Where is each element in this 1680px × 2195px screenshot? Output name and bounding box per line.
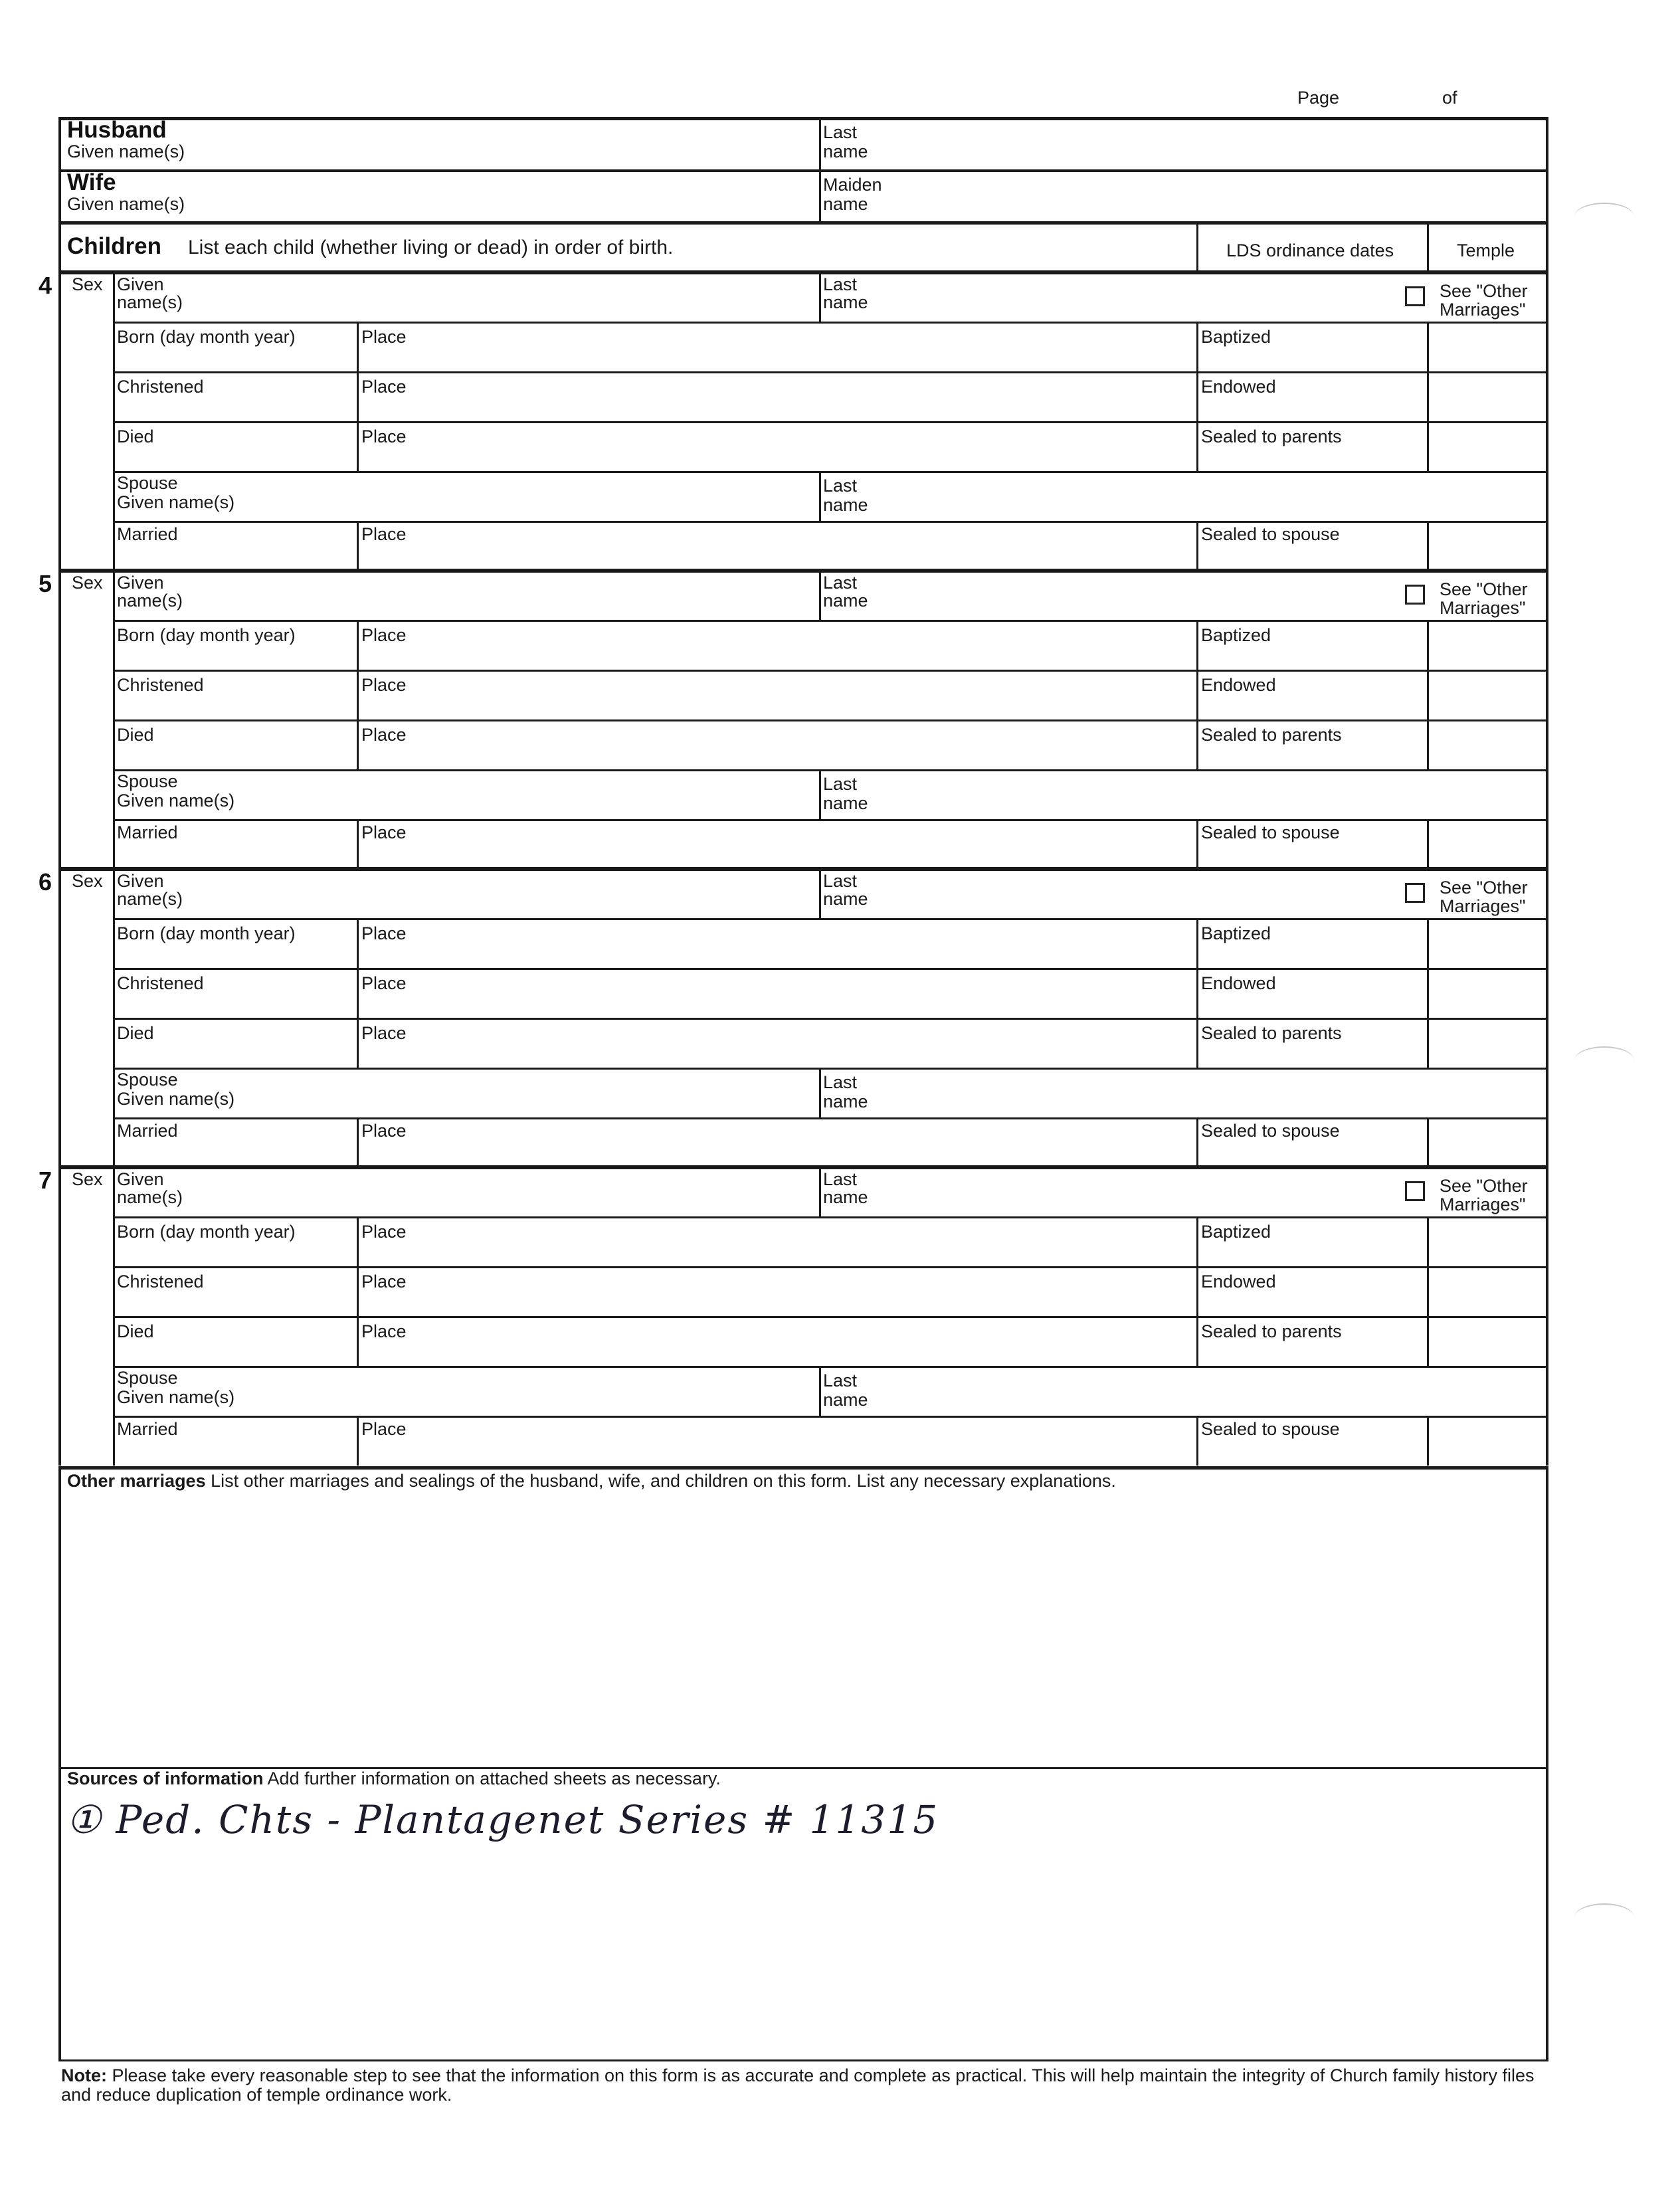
sealed-to-spouse-label: Sealed to spouse [1201, 822, 1340, 842]
form-rule [113, 1316, 1548, 1318]
spouse-last-label: name [823, 1390, 868, 1410]
sources-handwritten-entry[interactable]: ① Ped. Chts - Plantagenet Series # 11315 [66, 1797, 939, 1842]
place-label: Place [361, 923, 407, 943]
other-marriages-title: Other marriages [67, 1471, 206, 1491]
page-label: Page [1297, 88, 1340, 108]
form-rule [1427, 521, 1429, 571]
form-rule [113, 471, 1548, 473]
form-rule [58, 1167, 61, 1466]
wife-maiden-label-2: name [823, 194, 868, 214]
sources-instruction: Add further information on attached sheets as necessary. [267, 1768, 721, 1788]
place-label: Place [361, 524, 407, 544]
form-rule [819, 769, 821, 819]
child-given-label: Given [117, 274, 164, 294]
form-rule [819, 570, 821, 620]
sealed-to-parents-label: Sealed to parents [1201, 1321, 1342, 1341]
endowed-label: Endowed [1201, 675, 1276, 695]
form-rule [357, 918, 359, 1068]
baptized-label: Baptized [1201, 1222, 1271, 1242]
see-other-marriages-label: See "Other [1440, 878, 1528, 898]
sealed-to-spouse-label: Sealed to spouse [1201, 1121, 1340, 1141]
punch-hole-mark [1574, 1046, 1634, 1074]
form-rule [113, 968, 1548, 970]
form-rule [1196, 1216, 1198, 1366]
form-rule [357, 521, 359, 571]
spouse-label: Spouse [117, 771, 178, 791]
form-rule [357, 819, 359, 869]
sources-section [67, 1768, 721, 1788]
child-last-label: name [823, 292, 868, 312]
child-last-label: name [823, 591, 868, 611]
form-rule [1427, 620, 1429, 769]
see-other-marriages-label: See "Other [1440, 1176, 1528, 1196]
see-other-marriages-checkbox[interactable] [1405, 585, 1425, 605]
form-rule [58, 868, 61, 1167]
children-title: Children [67, 233, 161, 259]
form-rule [113, 1266, 1548, 1268]
form-rule [113, 1117, 1548, 1119]
see-other-marriages-checkbox[interactable] [1405, 883, 1425, 903]
form-rule [113, 1216, 1548, 1218]
sealed-to-spouse-label: Sealed to spouse [1201, 524, 1340, 544]
husband-label: Husband [67, 117, 167, 143]
baptized-label: Baptized [1201, 327, 1271, 347]
form-rule [58, 270, 1548, 274]
form-rule [1196, 819, 1198, 869]
form-rule [819, 1068, 821, 1117]
child-sex-label: Sex [72, 1169, 103, 1189]
spouse-given-label: Given name(s) [117, 492, 235, 512]
form-rule [58, 569, 1548, 573]
other-marriages-instruction: List other marriages and sealings of the husband, wife, and children on this form. List any necessary explanations. [211, 1471, 1116, 1491]
endowed-label: Endowed [1201, 377, 1276, 397]
other-marriages-section [67, 1471, 1116, 1491]
form-rule [113, 1416, 1548, 1418]
children-instruction: List each child (whether living or dead) in order of birth. [188, 237, 674, 258]
form-rule [58, 867, 1548, 871]
place-label: Place [361, 1321, 407, 1341]
form-rule [113, 521, 1548, 523]
place-label: Place [361, 427, 407, 446]
spouse-last-label: name [823, 793, 868, 813]
spouse-given-label: Given name(s) [117, 1387, 235, 1407]
baptized-label: Baptized [1201, 625, 1271, 645]
form-rule [1196, 1117, 1198, 1167]
of-label: of [1442, 88, 1457, 108]
form-rule [113, 1068, 1548, 1070]
spouse-label: Spouse [117, 1070, 178, 1090]
form-rule [1427, 1216, 1429, 1366]
form-rule [1427, 918, 1429, 1068]
husband-last-label-2: name [823, 142, 868, 161]
endowed-label: Endowed [1201, 1272, 1276, 1291]
form-rule [1427, 1416, 1429, 1466]
child-number: 6 [39, 868, 52, 896]
place-label: Place [361, 1121, 407, 1141]
see-other-marriages-label: Marriages" [1440, 598, 1526, 618]
child-born-label: Born (day month year) [117, 327, 296, 347]
form-rule [58, 1165, 1548, 1169]
form-rule [1196, 322, 1198, 471]
see-other-marriages-label: Marriages" [1440, 1194, 1526, 1214]
child-last-label: name [823, 889, 868, 909]
child-died-label: Died [117, 1321, 154, 1341]
child-last-label: name [823, 1187, 868, 1207]
sealed-to-parents-label: Sealed to parents [1201, 1023, 1342, 1043]
spouse-last-label: name [823, 1092, 868, 1111]
form-rule [357, 1216, 359, 1366]
form-rule [113, 421, 1548, 423]
spouse-label: Spouse [117, 473, 178, 493]
child-given-label: name(s) [117, 1187, 183, 1207]
child-christened-label: Christened [117, 1272, 204, 1291]
place-label: Place [361, 625, 407, 645]
form-rule [819, 471, 821, 521]
child-born-label: Born (day month year) [117, 923, 296, 943]
child-last-label: Last [823, 274, 858, 294]
sealed-to-parents-label: Sealed to parents [1201, 725, 1342, 745]
child-last-label: Last [823, 871, 858, 891]
form-rule [58, 570, 61, 869]
spouse-given-label: Given name(s) [117, 1089, 235, 1109]
form-rule [357, 620, 359, 769]
form-rule [357, 322, 359, 471]
child-last-label: Last [823, 1169, 858, 1189]
note-label: Note: [61, 2065, 107, 2085]
place-label: Place [361, 1419, 407, 1439]
married-label: Married [117, 1121, 178, 1141]
wife-label: Wife [67, 169, 116, 195]
husband-given-label: Given name(s) [67, 142, 185, 161]
child-number: 4 [39, 272, 52, 299]
place-label: Place [361, 725, 407, 745]
form-rule [1427, 322, 1429, 471]
spouse-label: Spouse [117, 1368, 178, 1388]
form-rule [357, 1416, 359, 1466]
form-rule [819, 1167, 821, 1216]
see-other-marriages-label: See "Other [1440, 281, 1528, 301]
form-rule [58, 272, 61, 571]
form-rule [113, 719, 1548, 721]
baptized-label: Baptized [1201, 923, 1271, 943]
spouse-last-label: Last [823, 476, 858, 496]
form-rule [1196, 1416, 1198, 1466]
spouse-given-label: Given name(s) [117, 791, 235, 811]
spouse-last-label: Last [823, 1371, 858, 1390]
child-given-label: Given [117, 871, 164, 891]
sealed-to-spouse-label: Sealed to spouse [1201, 1419, 1340, 1439]
child-christened-label: Christened [117, 377, 204, 397]
child-given-label: name(s) [117, 889, 183, 909]
form-rule [113, 620, 1548, 622]
child-died-label: Died [117, 725, 154, 745]
child-number: 5 [39, 570, 52, 597]
place-label: Place [361, 675, 407, 695]
see-other-marriages-checkbox[interactable] [1405, 1181, 1425, 1201]
form-rule [1196, 620, 1198, 769]
form-rule [819, 272, 821, 322]
child-christened-label: Christened [117, 675, 204, 695]
form-rule [819, 868, 821, 918]
spouse-last-label: Last [823, 1072, 858, 1092]
sealed-to-parents-label: Sealed to parents [1201, 427, 1342, 446]
child-born-label: Born (day month year) [117, 1222, 296, 1242]
child-christened-label: Christened [117, 973, 204, 993]
child-sex-label: Sex [72, 871, 103, 891]
see-other-marriages-label: See "Other [1440, 579, 1528, 599]
form-rule [1427, 819, 1429, 869]
form-rule [1427, 1117, 1429, 1167]
form-rule [113, 918, 1548, 920]
wife-maiden-label-1: Maiden [823, 175, 882, 195]
form-rule [113, 1366, 1548, 1368]
form-rule [113, 670, 1548, 672]
child-last-label: Last [823, 573, 858, 593]
place-label: Place [361, 327, 407, 347]
married-label: Married [117, 524, 178, 544]
see-other-marriages-label: Marriages" [1440, 896, 1526, 916]
see-other-marriages-checkbox[interactable] [1405, 286, 1425, 306]
spouse-last-label: Last [823, 774, 858, 794]
married-label: Married [117, 822, 178, 842]
husband-last-label-1: Last [823, 122, 858, 142]
place-label: Place [361, 1222, 407, 1242]
place-label: Place [361, 973, 407, 993]
form-rule [113, 1018, 1548, 1020]
wife-given-label: Given name(s) [67, 194, 185, 214]
child-died-label: Died [117, 427, 154, 446]
spouse-last-label: name [823, 495, 868, 515]
married-label: Married [117, 1419, 178, 1439]
temple-label: Temple [1457, 240, 1515, 260]
child-sex-label: Sex [72, 274, 103, 294]
endowed-label: Endowed [1201, 973, 1276, 993]
child-given-label: Given [117, 1169, 164, 1189]
form-rule [819, 1366, 821, 1416]
child-died-label: Died [117, 1023, 154, 1043]
form-rule [113, 322, 1548, 324]
sources-title: Sources of information [67, 1768, 264, 1788]
child-given-label: name(s) [117, 292, 183, 312]
form-rule [113, 769, 1548, 771]
place-label: Place [361, 822, 407, 842]
form-rule [113, 371, 1548, 373]
child-given-label: Given [117, 573, 164, 593]
lds-ordinance-label: LDS ordinance dates [1226, 240, 1394, 260]
child-born-label: Born (day month year) [117, 625, 296, 645]
place-label: Place [361, 1272, 407, 1291]
see-other-marriages-label: Marriages" [1440, 300, 1526, 320]
form-rule [1196, 521, 1198, 571]
place-label: Place [361, 377, 407, 397]
place-label: Place [361, 1023, 407, 1043]
form-rule [357, 1117, 359, 1167]
other-marriages-area[interactable] [61, 1495, 1546, 1764]
child-given-label: name(s) [117, 591, 183, 611]
form-rule [1196, 918, 1198, 1068]
child-sex-label: Sex [72, 573, 103, 593]
punch-hole-mark [1574, 1903, 1634, 1931]
note-text: Please take every reasonable step to see that the information on this form is as accurate and complete as practical. This will help maintain the integrity of Church family history files and reduce duplication of temple ordinance work. [61, 2065, 1535, 2105]
child-number: 7 [39, 1167, 52, 1194]
note-block [61, 2066, 1549, 2105]
punch-hole-mark [1574, 203, 1634, 231]
form-rule [113, 819, 1548, 821]
